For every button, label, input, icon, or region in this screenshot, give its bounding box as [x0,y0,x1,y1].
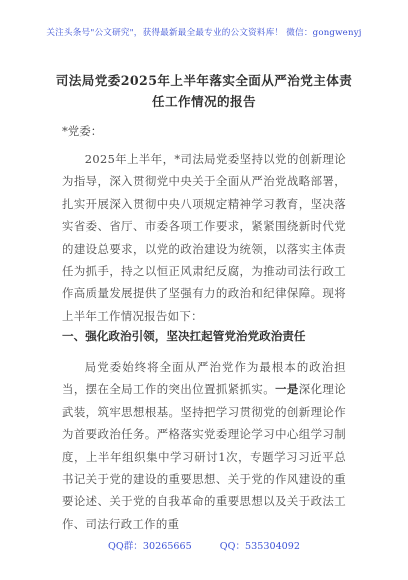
contact-footer [0,538,408,552]
promo-banner[interactable]: 关注头条号"公文研究"，获得最新最全最专业的公文资料库！ 微信：gongwenyj [46,28,362,38]
intro-paragraph: 2025年上半年，*司法局党委坚持以党的创新理论为指导，深入贯彻党中央关于全面从严治党战略部署，扎实开展深入贯彻中央八项规定精神学习教育，坚决落实省委、省厅、市委各项工作要求，紧紧围绕新时代党的建设总要求，以党的政治建设为统领，以落实主体责任为抓手，持之以恒正风肃纪反腐，为推动司法行政工作高质量发展提供了坚强有力的政治和纪律保障。现将上半年工作情况报告如下： [62,152,346,323]
section-1-body-text: 深化理论武装，筑牢思想根基。坚持把学习贯彻党的创新理论作为首要政治任务。严格落实党委理论学习中心组学习制度，上半年组织集中学习研讨1次，专题学习习近平总书记关于党的建设的重要思想、关于党的作风建设的重要论述、关于党的自我革命的重要思想以及关于政法工作、司法行政工作的重 [62,382,347,531]
salutation: *党委： [62,124,103,138]
section-1-point-marker: 一是 [275,382,299,397]
document-title: 司法局党委2025年上半年落实全面从严治党主体责任工作情况的报告 [55,73,353,109]
section-1-paragraph [62,356,346,535]
section-heading-1: 一、强化政治引领，坚决扛起管党治党政治责任 [62,329,306,343]
section-1-lead-text: 局党委始终将全面从严治党作为最根本的政治担当，摆在全局工作的突出位置抓紧抓实。 [62,360,346,397]
qq-group-number[interactable]: QQ群：30265665 [107,541,192,552]
qq-contact-number[interactable]: QQ：535304092 [219,541,300,552]
